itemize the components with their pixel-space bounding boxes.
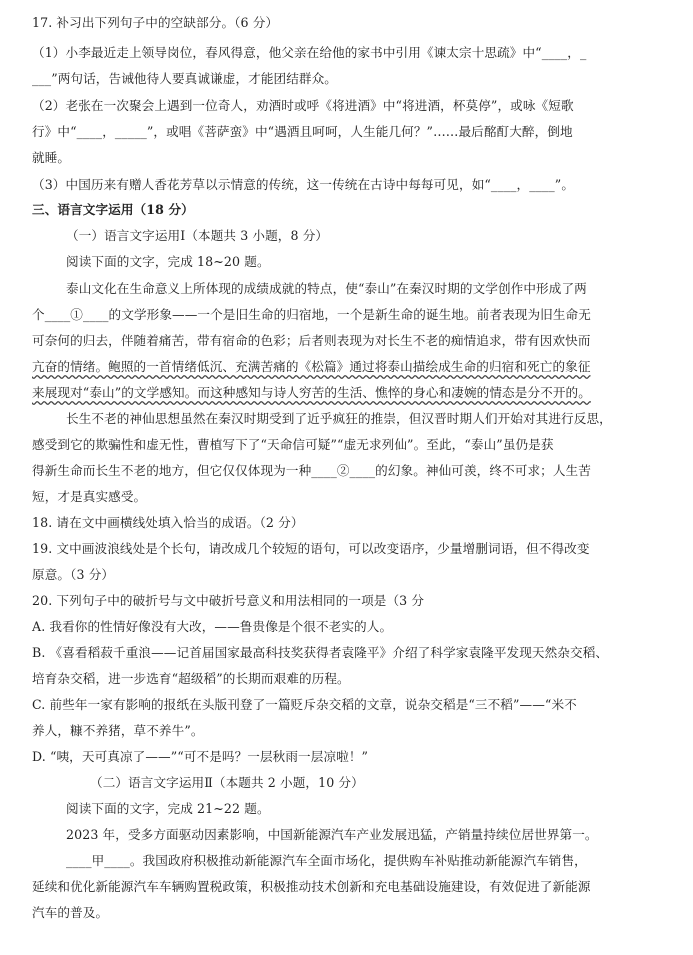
option-b-cont: 培育杂交稻，进一步选育“超级稻”的长期而艰难的历程。 bbox=[32, 671, 350, 686]
passage-3-line: 2023 年，受多方面驱动因素影响，中国新能源汽车产业发展迅猛，产销量持续位居世界第一。 bbox=[66, 827, 598, 842]
question-17-part-2-cont: 行》中“____，_____”，或唱《菩萨蛮》中“遇酒且呵呵，人生能几何？”……最后酩酊大醉，倒地 bbox=[32, 124, 573, 139]
question-17-part-2: （2）老张在一次聚会上遇到一位奇人，劝酒时或呼《将进酒》中“将进酒，杯莫停”，或咏《短歌 bbox=[32, 98, 574, 113]
passage-2-line: 短，才是真实感受。 bbox=[32, 489, 147, 504]
question-17-part-3: （3）中国历来有赠人香花芳草以示情意的传统，这一传统在古诗中每每可见，如“____，____”。 bbox=[32, 177, 575, 192]
question-17-part-1: （1）小李最近走上领导岗位，春风得意，他父亲在给他的家书中引用《谏太宗十思疏》中“____，_ bbox=[32, 45, 587, 60]
question-17-part-1-cont: ___”两句话，告诫他待人要真诚谦虚，才能团结群众。 bbox=[32, 71, 337, 86]
question-17-part-2-end: 就睡。 bbox=[32, 150, 71, 165]
question-17-heading: 17. 补习出下列句子中的空缺部分。（6 分） bbox=[32, 15, 279, 30]
section-3-heading: 三、语言文字运用（18 分） bbox=[32, 202, 194, 217]
subsection-1-heading: （一）语言文字运用Ⅰ（本题共 3 小题，8 分） bbox=[66, 228, 329, 243]
passage-2-line: 感受到它的欺骗性和虚无性，曹植写下了“天命信可疑”“虚无求列仙”。至此，“泰山”虽仍是获 bbox=[32, 437, 554, 452]
passage-1-line: 可奈何的归去，伴随着痛苦，带有宿命的色彩；后者则表现为对长生不老的痴情追求，带有因欢快而 bbox=[32, 333, 591, 348]
option-a: A. 我看你的性情好像没有大改，——鲁贵像是个很不老实的人。 bbox=[32, 619, 393, 634]
subsection-2-heading: （二）语言文字运用Ⅱ（本题共 2 小题，10 分） bbox=[90, 775, 364, 790]
passage-1-line: 泰山文化在生命意义上所体现的成绩成就的特点，使“泰山”在秦汉时期的文学创作中形成了两 bbox=[66, 281, 587, 296]
question-20: 20. 下列句子中的破折号与文中破折号意义和用法相同的一项是（3 分 bbox=[32, 593, 425, 608]
option-c: C. 前些年一家有影响的报纸在头版刊登了一篇贬斥杂交稻的文章，说杂交稻是“三不稻”——“米不 bbox=[32, 697, 577, 712]
question-18: 18. 请在文中画横线处填入恰当的成语。（2 分） bbox=[32, 515, 304, 530]
question-19-cont: 原意。（3 分） bbox=[32, 567, 115, 582]
reading-instruction-2: 阅读下面的文字，完成 21~22 题。 bbox=[66, 801, 270, 816]
question-19: 19. 文中画波浪线处是个长句，请改成几个较短的语句，可以改变语序，少量增删词语，但不得改变 bbox=[32, 541, 590, 556]
passage-1-line: 个____①____的文学形象——一个是旧生命的归宿地，一个是新生命的诞生地。前者表现为旧生命无 bbox=[32, 307, 591, 322]
option-c-cont: 养人，糠不养猪，草不养牛”。 bbox=[32, 723, 204, 738]
reading-instruction-1: 阅读下面的文字，完成 18~20 题。 bbox=[66, 254, 270, 269]
passage-3-line: 延续和优化新能源汽车车辆购置税政策，积极推动技术创新和充电基础设施建设，有效促进了新能源 bbox=[32, 879, 591, 894]
passage-3-line: ____甲____。我国政府积极推动新能源汽车全面市场化，提供购车补贴推动新能源汽车销售， bbox=[66, 853, 587, 868]
passage-3-line: 汽车的普及。 bbox=[32, 905, 109, 920]
option-b: B. 《喜看稻菽千重浪——记首届国家最高科技奖获得者袁隆平》介绍了科学家袁隆平发现天然杂交稻、 bbox=[32, 645, 609, 660]
passage-2-line: 得新生命而长生不老的地方，但它仅仅体现为一种____②____的幻象。神仙可羡，终不可求；人生苦 bbox=[32, 463, 591, 478]
passage-1-wavy-line: 亢奋的情绪。鲍照的一首情绪低沉、充满苦痛的《松篇》通过将泰山描绘成生命的归宿和死亡的象征 bbox=[32, 359, 591, 374]
option-d: D. “咦，天可真凉了——”“可不是吗？一层秋雨一层凉啦！” bbox=[32, 749, 369, 764]
passage-2-line: 长生不老的神仙思想虽然在秦汉时期受到了近乎疯狂的推崇，但汉晋时期人们开始对其进行反思， bbox=[66, 411, 612, 426]
passage-1-wavy-line: 来展现对“泰山”的文学感知。而这种感知与诗人穷苦的生活、憔悴的身心和凄婉的情态是分不开的。 bbox=[32, 385, 591, 400]
